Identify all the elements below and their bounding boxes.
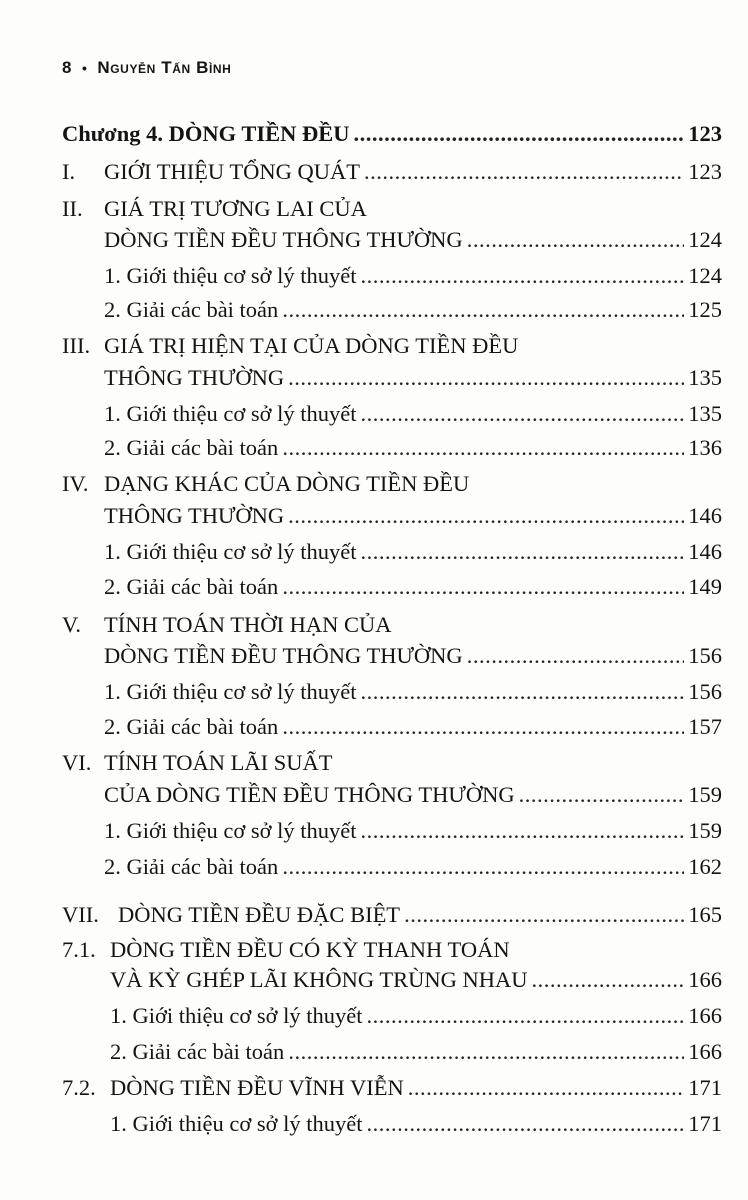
toc-page: 146 bbox=[688, 539, 722, 564]
author-name: Nguyễn Tấn Bình bbox=[97, 58, 232, 77]
toc-num: I. bbox=[62, 159, 76, 184]
leader-dots bbox=[282, 296, 684, 324]
toc-subsection[interactable] bbox=[104, 817, 722, 845]
toc-section-5[interactable] bbox=[104, 642, 722, 670]
toc-subsection[interactable] bbox=[104, 573, 722, 601]
toc-subsection[interactable] bbox=[104, 400, 722, 428]
toc-title: 1. Giới thiệu cơ sở lý thuyết bbox=[104, 263, 357, 288]
toc-title: 1. Giới thiệu cơ sở lý thuyết bbox=[110, 1003, 363, 1028]
toc-title: GIỚI THIỆU TỔNG QUÁT bbox=[104, 159, 361, 184]
toc-subsection[interactable] bbox=[104, 713, 722, 741]
toc-page: 157 bbox=[688, 714, 722, 739]
toc-num: 7.1. bbox=[62, 937, 96, 962]
toc-title: 1. Giới thiệu cơ sở lý thuyết bbox=[104, 818, 357, 843]
leader-dots bbox=[282, 713, 684, 741]
toc-page: 159 bbox=[688, 782, 722, 807]
toc-section-7-2[interactable] bbox=[62, 1074, 722, 1102]
toc-subsection[interactable] bbox=[104, 296, 722, 324]
bullet-separator: • bbox=[81, 60, 88, 76]
toc-page: 136 bbox=[688, 435, 722, 460]
toc-title: CỦA DÒNG TIỀN ĐỀU THÔNG THƯỜNG bbox=[104, 782, 515, 807]
toc-subsection[interactable] bbox=[104, 853, 722, 881]
toc-num: V. bbox=[62, 612, 81, 637]
toc-section-6-line1[interactable] bbox=[62, 749, 333, 777]
toc-page: 123 bbox=[688, 121, 722, 146]
toc-page: 162 bbox=[688, 854, 722, 879]
toc-num: II. bbox=[62, 196, 83, 221]
toc-title: DÒNG TIỀN ĐỀU ĐẶC BIỆT bbox=[118, 902, 401, 927]
toc-section-2-line1[interactable] bbox=[62, 195, 367, 223]
toc-subsection[interactable] bbox=[104, 434, 722, 462]
toc-page: 171 bbox=[688, 1075, 722, 1100]
leader-dots bbox=[282, 573, 684, 601]
leader-dots bbox=[361, 262, 685, 290]
leader-dots bbox=[467, 226, 685, 254]
toc-title: GIÁ TRỊ HIỆN TẠI CỦA DÒNG TIỀN ĐỀU bbox=[104, 333, 519, 358]
leader-dots bbox=[404, 901, 684, 929]
toc-title: 1. Giới thiệu cơ sở lý thuyết bbox=[104, 539, 357, 564]
toc-section-5-line1[interactable] bbox=[62, 611, 392, 639]
toc-section-7-1[interactable] bbox=[110, 966, 722, 994]
page-number: 8 bbox=[62, 58, 72, 77]
toc-title: 1. Giới thiệu cơ sở lý thuyết bbox=[110, 1111, 363, 1136]
toc-num: VI. bbox=[62, 750, 92, 775]
toc-page: 149 bbox=[688, 574, 722, 599]
toc-section-3-line1[interactable] bbox=[62, 332, 518, 360]
running-header bbox=[62, 58, 231, 78]
toc-num: VII. bbox=[62, 902, 99, 927]
toc-title: 2. Giải các bài toán bbox=[104, 714, 279, 739]
toc-title: TÍNH TOÁN LÃI SUẤT bbox=[104, 750, 333, 775]
toc-subsection[interactable] bbox=[104, 262, 722, 290]
toc-section-2[interactable] bbox=[104, 226, 722, 254]
toc-section-7-1-line1[interactable] bbox=[62, 936, 510, 964]
leader-dots bbox=[282, 434, 684, 462]
toc-subsection[interactable] bbox=[104, 538, 722, 566]
toc-section-4[interactable] bbox=[104, 502, 722, 530]
toc-section-1[interactable] bbox=[62, 158, 722, 186]
leader-dots bbox=[408, 1074, 685, 1102]
toc-title: TÍNH TOÁN THỜI HẠN CỦA bbox=[104, 612, 392, 637]
toc-title: 2. Giải các bài toán bbox=[104, 854, 279, 879]
toc-title: THÔNG THƯỜNG bbox=[104, 503, 285, 528]
toc-title: DÒNG TIỀN ĐỀU VĨNH VIỄN bbox=[110, 1075, 404, 1100]
toc-num: IV. bbox=[62, 471, 89, 496]
toc-chapter[interactable] bbox=[62, 120, 722, 148]
leader-dots bbox=[361, 678, 685, 706]
toc-title: 2. Giải các bài toán bbox=[104, 435, 279, 460]
toc-page: 124 bbox=[688, 227, 722, 252]
toc-title: 1. Giới thiệu cơ sở lý thuyết bbox=[104, 679, 357, 704]
toc-page: 146 bbox=[688, 503, 722, 528]
leader-dots bbox=[467, 642, 685, 670]
leader-dots bbox=[361, 817, 685, 845]
leader-dots bbox=[288, 364, 684, 392]
toc-title: DÒNG TIỀN ĐỀU CÓ KỲ THANH TOÁN bbox=[110, 937, 510, 962]
leader-dots bbox=[364, 158, 684, 186]
leader-dots bbox=[282, 853, 684, 881]
leader-dots bbox=[367, 1110, 685, 1138]
toc-page: 124 bbox=[688, 263, 722, 288]
toc-title: 1. Giới thiệu cơ sở lý thuyết bbox=[104, 401, 357, 426]
leader-dots bbox=[531, 966, 684, 994]
toc-page: 156 bbox=[688, 643, 722, 668]
leader-dots bbox=[353, 120, 684, 148]
toc-subsection[interactable] bbox=[104, 678, 722, 706]
toc-title: 2. Giải các bài toán bbox=[110, 1039, 285, 1064]
toc-title: VÀ KỲ GHÉP LÃI KHÔNG TRÙNG NHAU bbox=[110, 967, 528, 992]
toc-num: III. bbox=[62, 333, 91, 358]
toc-title: Chương 4. DÒNG TIỀN ĐỀU bbox=[62, 121, 350, 146]
toc-title: GIÁ TRỊ TƯƠNG LAI CỦA bbox=[104, 196, 367, 221]
toc-page: 135 bbox=[688, 365, 722, 390]
toc-title: DẠNG KHÁC CỦA DÒNG TIỀN ĐỀU bbox=[104, 471, 470, 496]
toc-subsection[interactable] bbox=[110, 1110, 722, 1138]
toc-page: 166 bbox=[688, 967, 722, 992]
toc-title: 2. Giải các bài toán bbox=[104, 297, 279, 322]
toc-num: 7.2. bbox=[62, 1075, 96, 1100]
toc-title: THÔNG THƯỜNG bbox=[104, 365, 285, 390]
toc-page: 159 bbox=[688, 818, 722, 843]
toc-page: 156 bbox=[688, 679, 722, 704]
toc-subsection[interactable] bbox=[110, 1002, 722, 1030]
leader-dots bbox=[288, 502, 684, 530]
toc-page: 135 bbox=[688, 401, 722, 426]
leader-dots bbox=[361, 400, 685, 428]
toc-subsection[interactable] bbox=[110, 1038, 722, 1066]
toc-section-3[interactable] bbox=[104, 364, 722, 392]
leader-dots bbox=[288, 1038, 684, 1066]
leader-dots bbox=[519, 781, 685, 809]
toc-title: 2. Giải các bài toán bbox=[104, 574, 279, 599]
toc-page: 165 bbox=[688, 902, 722, 927]
toc-page: 166 bbox=[688, 1039, 722, 1064]
toc-section-6[interactable] bbox=[104, 781, 722, 809]
leader-dots bbox=[367, 1002, 685, 1030]
toc-title: DÒNG TIỀN ĐỀU THÔNG THƯỜNG bbox=[104, 227, 463, 252]
toc-section-7[interactable] bbox=[62, 901, 722, 929]
toc-section-4-line1[interactable] bbox=[62, 470, 469, 498]
toc-page: 171 bbox=[688, 1111, 722, 1136]
toc-page: 125 bbox=[688, 297, 722, 322]
toc-title: DÒNG TIỀN ĐỀU THÔNG THƯỜNG bbox=[104, 643, 463, 668]
toc-page: 166 bbox=[688, 1003, 722, 1028]
leader-dots bbox=[361, 538, 685, 566]
toc-page: 123 bbox=[688, 159, 722, 184]
